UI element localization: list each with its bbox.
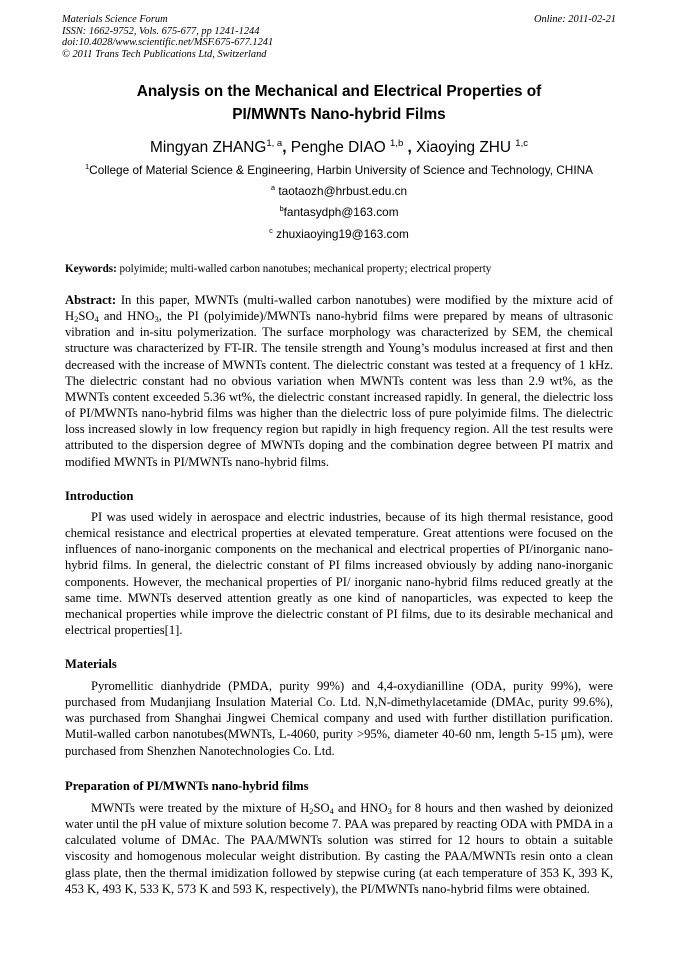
title-line-2: PI/MWNTs Nano-hybrid Films [232, 106, 446, 123]
author-name: Xiaoying ZHU [416, 139, 516, 156]
email-c [62, 227, 616, 242]
abstract-text: In this paper, MWNTs (multi-walled carbon nanotubes) were modified by the mixture acid of H [65, 293, 613, 324]
preparation-text: and HNO [333, 801, 388, 815]
subscript: 4 [329, 806, 334, 816]
author-affiliation-mark: 1,b [390, 138, 404, 149]
preparation-text: for 8 hours and then washed by deionized water until the pH value of mixture solution become 7. PAA was prepared by reacting ODA with PMDA in a calculated volume of DMAc. The PAA/MWNTs solution was stirred for 12 hours to obtain a suitable viscosity and homogenous molecular weight distribution. By casting the PAA/MWNTs resin onto a clean glass plate, then the thermal imidization followed by stepwise curing (at each temperature of 353 K, 393 K, 453 K, 493 K, 533 K, 573 K and 593 K, respectively), the PI/MWNTs nano-hybrid films were obtained. [65, 801, 614, 896]
introduction-heading: Introduction [65, 489, 134, 503]
email-b [62, 205, 616, 220]
author-affiliation-mark: 1, a [266, 138, 283, 149]
preparation-heading: Preparation of PI/MWNTs nano-hybrid films [65, 779, 309, 793]
subscript: 2 [74, 314, 79, 325]
affiliation-text: College of Material Science & Engineering, Harbin University of Science and Technology, CHINA [89, 163, 593, 177]
author-name: Mingyan ZHANG [150, 139, 267, 156]
email-address: taotaozh@hrbust.edu.cn [275, 184, 408, 198]
affiliation [62, 163, 616, 178]
subscript: 2 [309, 806, 314, 816]
keywords-label: Keywords: [65, 263, 117, 275]
materials-heading: Materials [65, 657, 117, 671]
subscript: 3 [154, 314, 159, 325]
journal-header [62, 14, 616, 60]
subscript: 4 [94, 314, 99, 325]
abstract-text: and HNO [98, 309, 155, 324]
preparation-text: SO [313, 801, 330, 815]
abstract [65, 292, 613, 470]
author-list [62, 138, 616, 158]
abstract-label: Abstract: [65, 293, 117, 307]
copyright-line: © 2011 Trans Tech Publications Ltd, Switzerland [62, 48, 267, 60]
author-affiliation-mark: 1,c [515, 138, 528, 149]
keywords [65, 262, 613, 276]
keywords-text: polyimide; multi-walled carbon nanotubes; mechanical property; electrical property [116, 263, 492, 275]
subscript: 3 [387, 806, 392, 816]
title-line-1: Analysis on the Mechanical and Electrical Properties of [136, 83, 542, 100]
email-a [62, 184, 616, 199]
abstract-text: , the PI (polyimide)/MWNTs nano-hybrid films were prepared by means of ultrasonic vibration and in-situ polymerization. The surface morphology was characterized by SEM, the chemical structure was characterized by FT-IR. The tensile strength and Young’s modulus increased at first and then decreased with the increase of MWNTs content. The dielectric constant was tested at a frequency of 1 kHz. The dielectric constant had no obvious variation when MWNTs content was less than 2.9 wt%, as the MWNTs content exceeded 5.36 wt%, the dielectric constant increased rapidly. In general, the dielectric loss of PI/MWNTs nano-hybrid films was higher than the dielectric loss of pure polyimide films. The dielectric loss increased slowly in low frequency region but rapidly in high frequency region. All the test results were attributed to the dispersion degree of MWNTs doping and the combination degree between PI matrix and modified MWNTs in PI/MWNTs nano-hybrid films. [65, 309, 614, 469]
preparation-text: MWNTs were treated by the mixture of H [91, 801, 310, 815]
introduction-body: PI was used widely in aerospace and electric industries, because of its high thermal resistance, good chemical resistance and electrical properties at elevated temperature. Great attentions were focused on the influences of nano-inorganic components on the mechanical and electrical properties of PI/inorganic nano-hybrid films. In general, the dielectric constant of PI films increased obviously by adding nano-inorganic components. However, the mechanical properties of PI/ inorganic nano-hybrid films reduced greatly at the same time. MWNTs deserved attention greatly as one kind of nanoparticles, was expected to keep the mechanical properties while improve the dielectric constant of PI films, due to its desirable mechanical and electrical properties[1]. [65, 510, 613, 638]
journal-name: Materials Science Forum [62, 14, 168, 25]
affiliation-mark: 1 [85, 162, 90, 171]
email-address: zhuxiaoying19@163.com [272, 227, 409, 241]
abstract-text: SO [78, 309, 95, 324]
materials-body: Pyromellitic dianhydride (PMDA, purity 99%) and 4,4-oxydianilline (ODA, purity 99%), were purchased from Mudanjiang Insulation Material Co. Ltd. N,N-dimethylacetamide (DMAc, purity 99.6%), was purchased from Shanghai Jingwei Chemical company and used with further distillation purification. Mutil-walled carbon nanotubes(MWNTs, L-4060, purity >95%, diameter 40-60 nm, length 5-15 μm), were purchased from Shenzhen Nanotechnologies Co. Ltd. [65, 679, 613, 758]
paper-title [62, 80, 616, 126]
email-address: fantasydph@163.com [283, 205, 399, 219]
author-name: Penghe DIAO [290, 139, 391, 156]
author-separator: , [403, 139, 417, 156]
email-mark: c [269, 226, 273, 235]
doi-line: doi:10.4028/www.scientific.net/MSF.675-677.1241 [62, 37, 274, 49]
email-mark: a [270, 183, 276, 192]
issn-line: ISSN: 1662-9752, Vols. 675-677, pp 1241-1244 [62, 25, 260, 37]
online-date: Online: 2011-02-21 [533, 14, 616, 25]
email-mark: b [279, 204, 284, 213]
author-separator: , [282, 139, 291, 156]
preparation-body [65, 800, 613, 897]
